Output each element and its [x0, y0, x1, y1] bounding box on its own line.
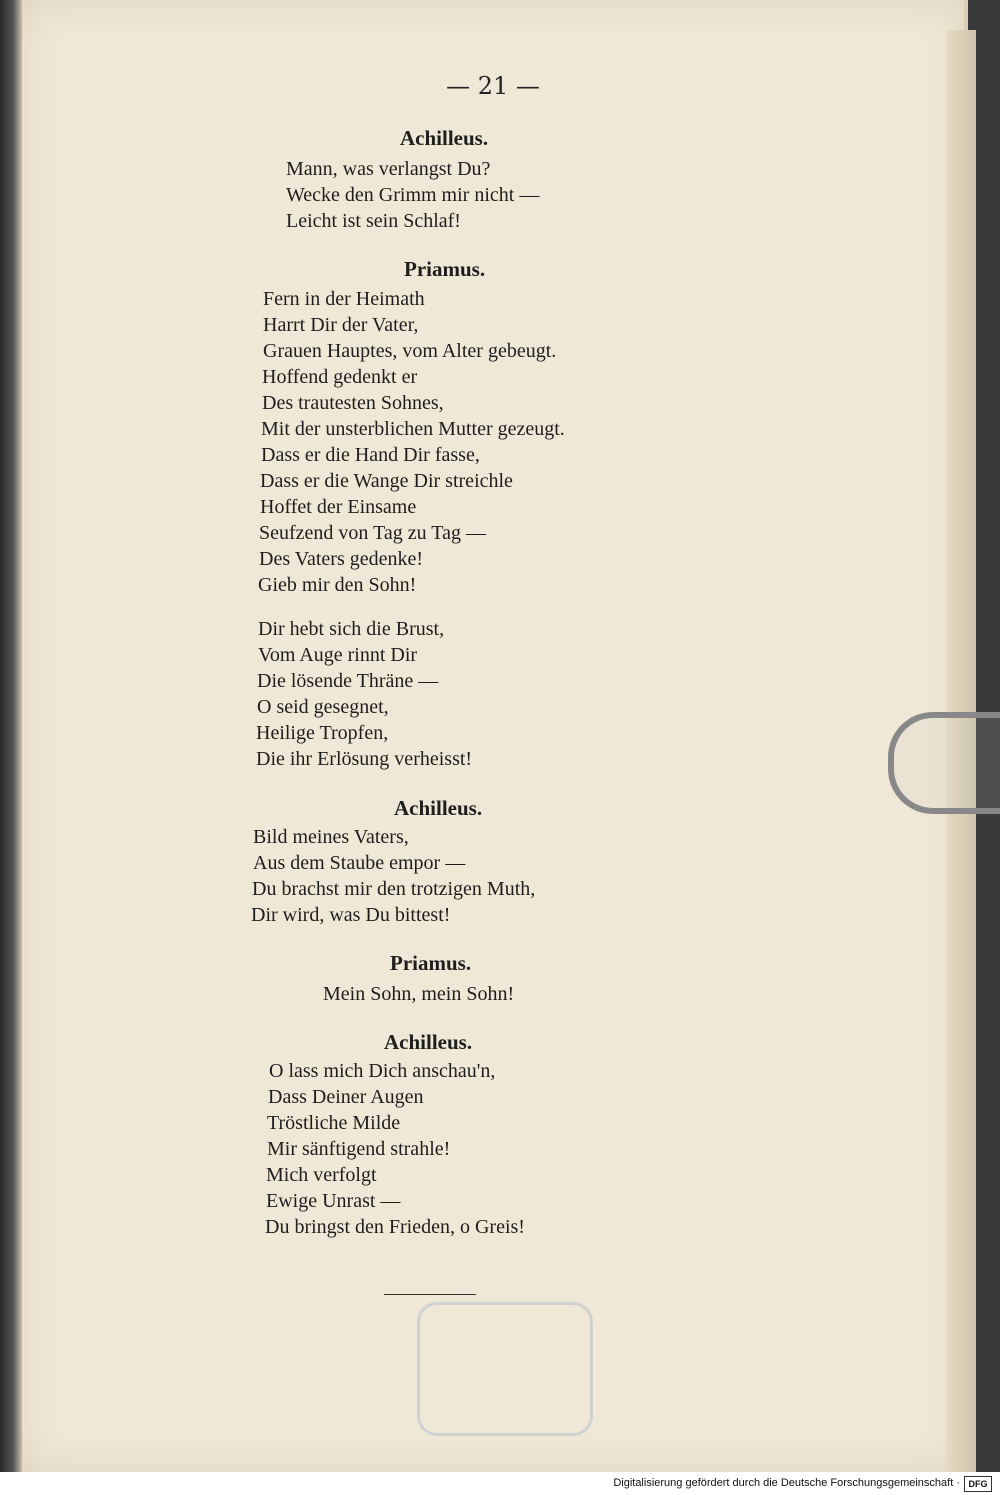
speaker-heading: Achilleus.: [394, 796, 483, 820]
speaker-heading: Achilleus.: [384, 1030, 473, 1054]
verse-line: Hoffend gedenkt er: [262, 366, 418, 388]
verse-line: Fern in der Heimath: [263, 288, 425, 310]
verse-line: Wecke den Grimm mir nicht —: [286, 184, 540, 206]
verse-line: Hoffet der Einsame: [260, 496, 417, 518]
speaker-heading: Priamus.: [390, 951, 472, 975]
verse-line: O seid gesegnet,: [257, 696, 389, 718]
verse-line: Mit der unsterblichen Mutter gezeugt.: [261, 418, 565, 440]
footer-bar: [0, 1472, 1000, 1495]
verse-line: O lass mich Dich anschau'n,: [269, 1060, 496, 1082]
verse-line: Vom Auge rinnt Dir: [258, 644, 418, 666]
book-page: [22, 0, 968, 1472]
verse-line: Ewige Unrast —: [266, 1190, 401, 1212]
verse-line: Seufzend von Tag zu Tag —: [259, 522, 486, 544]
end-rule: [384, 1294, 476, 1295]
book-spine: [0, 0, 22, 1472]
library-stamp: [417, 1302, 593, 1436]
verse-line: Gieb mir den Sohn!: [258, 574, 417, 596]
verse-line: Du brachst mir den trotzigen Muth,: [252, 878, 536, 900]
verse-line: Dir hebt sich die Brust,: [258, 618, 445, 640]
verse-line: Aus dem Staube empor —: [253, 852, 466, 874]
verse-line: Des trautesten Sohnes,: [262, 392, 444, 414]
verse-line: Des Vaters gedenke!: [259, 548, 424, 570]
page-number: — 21 —: [446, 72, 540, 100]
verse-line: Leicht ist sein Schlaf!: [286, 210, 461, 232]
verse-line: Du bringst den Frieden, o Greis!: [265, 1216, 525, 1238]
verse-line: Dass er die Wange Dir streichle: [260, 470, 513, 492]
verse-line: Tröstliche Milde: [267, 1112, 401, 1134]
verse-line: Mann, was verlangst Du?: [286, 158, 491, 180]
verse-line: Dir wird, was Du bittest!: [251, 904, 451, 926]
speaker-heading: Priamus.: [404, 257, 486, 281]
verse-line: Grauen Hauptes, vom Alter gebeugt.: [263, 340, 557, 362]
verse-line: Mich verfolgt: [266, 1164, 377, 1186]
verse-line: Mein Sohn, mein Sohn!: [323, 983, 515, 1005]
verse-line: Dass Deiner Augen: [268, 1086, 424, 1108]
paper-clip-icon: [888, 712, 1000, 814]
dfg-logo-icon: DFG: [964, 1476, 992, 1492]
verse-line: Die ihr Erlösung verheisst!: [256, 748, 473, 770]
verse-line: Dass er die Hand Dir fasse,: [261, 444, 480, 466]
verse-line: Harrt Dir der Vater,: [263, 314, 419, 336]
verse-line: Mir sänftigend strahle!: [267, 1138, 451, 1160]
speaker-heading: Achilleus.: [400, 126, 489, 150]
verse-line: Heilige Tropfen,: [256, 722, 389, 744]
verse-line: Bild meines Vaters,: [253, 826, 409, 848]
verse-line: Die lösende Thräne —: [257, 670, 439, 692]
funding-notice: Digitalisierung gefördert durch die Deutsche Forschungsgemeinschaft ·: [613, 1477, 960, 1489]
